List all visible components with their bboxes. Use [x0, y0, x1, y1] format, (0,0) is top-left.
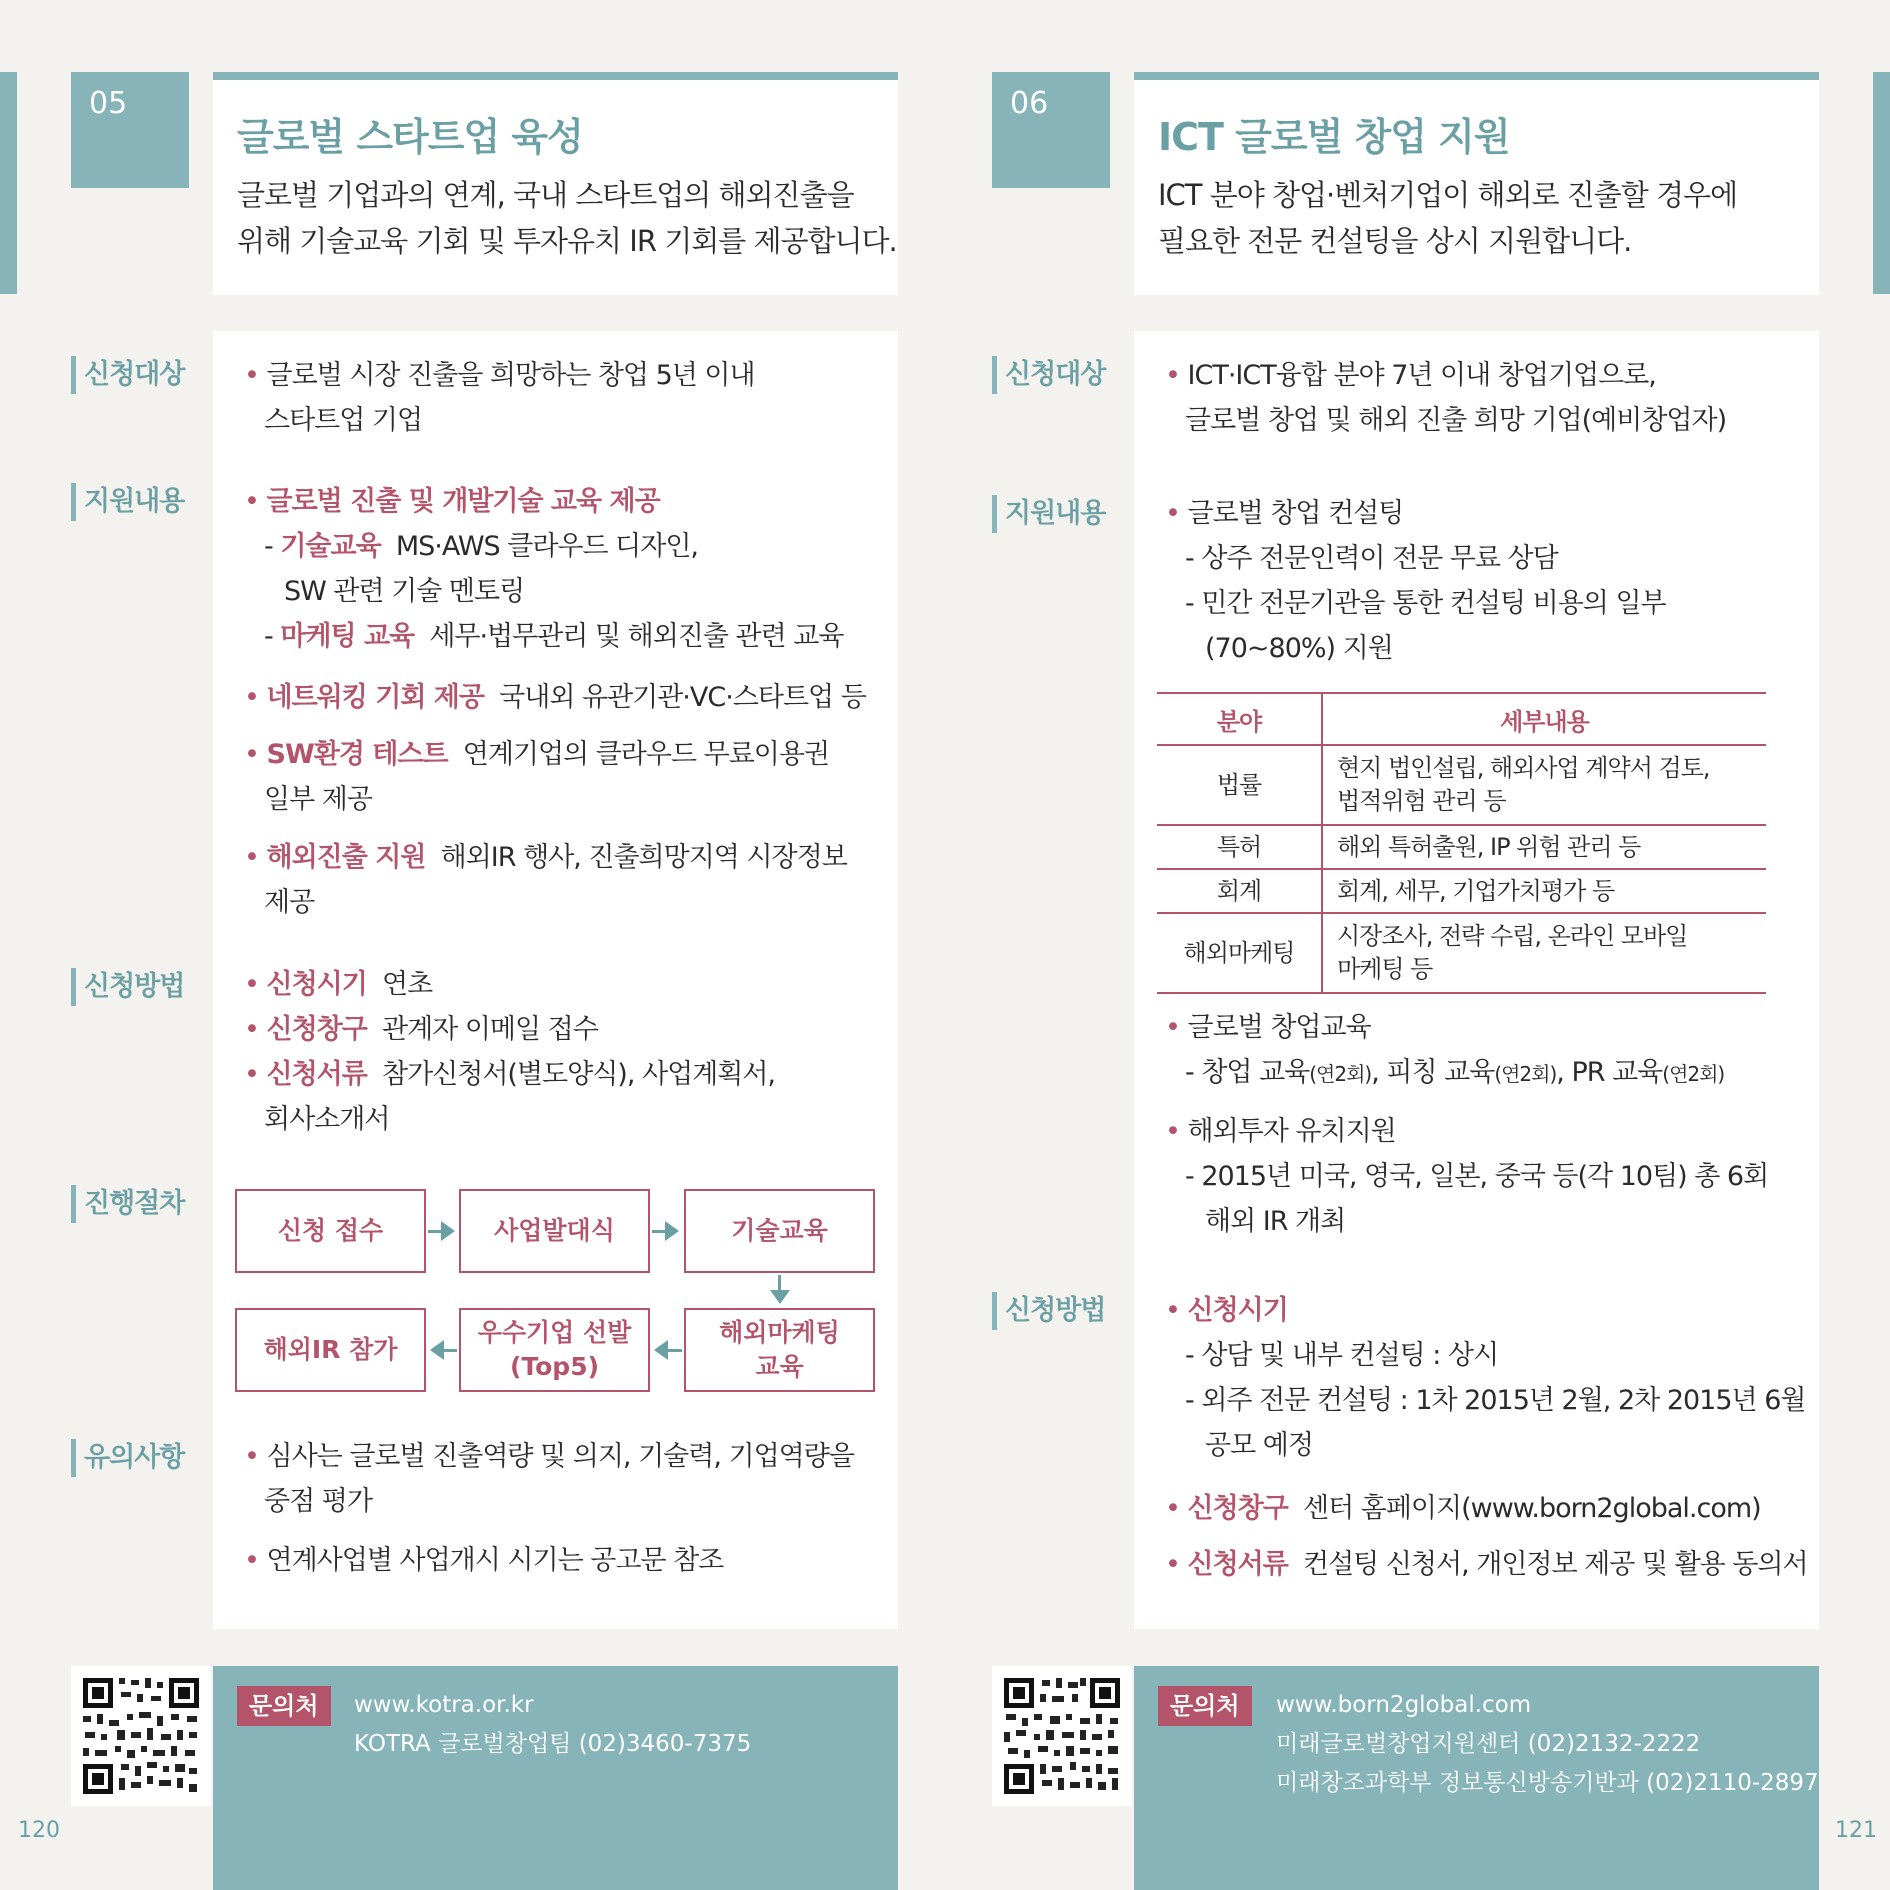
- notes-list-2: • 연계사업별 사업개시 시기는 공고문 참조: [244, 1545, 724, 1576]
- table-row: [1157, 913, 1766, 993]
- method-list: • 신청시기 연초 • 신청창구 관계자 이메일 접수 • 신청서류 참가신청서(별도양식), 사업계획서, 회사소개서: [244, 962, 775, 1142]
- support-value: 세무·법무관리 및 해외진출 관련 교육: [429, 621, 844, 652]
- target-line: ICT·ICT융합 분야 7년 이내 창업기업으로,: [1187, 360, 1656, 391]
- table-cell-detail: 회계, 세무, 기업가치평가 등: [1322, 869, 1766, 913]
- target-line: 글로벌 시장 진출을 희망하는 창업 5년 이내: [266, 360, 755, 391]
- target-line: 스타트업 기업: [264, 405, 423, 436]
- right-edge-tab: [1873, 72, 1890, 294]
- arrow-line: [652, 1230, 666, 1233]
- flow-step-1: [235, 1189, 426, 1273]
- support-note: (연2회): [1662, 1062, 1725, 1086]
- arrow-line: [667, 1349, 682, 1352]
- support-value: 연계기업의 클라우드 무료이용권: [462, 739, 830, 770]
- support-key: 마케팅 교육: [280, 621, 415, 652]
- note-line: 중점 평가: [264, 1486, 372, 1517]
- arrow-left-icon: [430, 1340, 444, 1360]
- contact-phone: 미래글로벌창업지원센터 (02)2132-2222: [1276, 1731, 1701, 1757]
- label-notes: 유의사항: [71, 1439, 184, 1477]
- support-key: 네트워킹 기회 제공: [266, 682, 484, 713]
- label-process: 진행절차: [71, 1185, 184, 1223]
- support-key: 해외진출 지원: [266, 842, 426, 873]
- support-list-2: • 네트워킹 기회 제공 국내외 유관기관·VC·스타트업 등: [244, 682, 866, 713]
- table-cell-detail: [1322, 745, 1766, 825]
- label-method: 신청방법: [71, 968, 184, 1006]
- support-item: , 피칭 교육: [1371, 1057, 1495, 1088]
- support-note: (연2회): [1494, 1062, 1557, 1086]
- contact-info: [1276, 1686, 1819, 1803]
- method-key: 신청서류: [266, 1059, 367, 1090]
- section-number: 05: [89, 86, 128, 121]
- qr-code[interactable]: [992, 1666, 1132, 1806]
- support-value: MS·AWS 클라우드 디자인,: [395, 531, 698, 562]
- method-value: 센터 홈페이지(www.born2global.com): [1303, 1493, 1761, 1524]
- page-number: 121: [1835, 1818, 1877, 1843]
- target-line: 글로벌 창업 및 해외 진출 희망 기업(예비창업자): [1185, 405, 1727, 436]
- arrow-line: [778, 1275, 781, 1291]
- table-header-row: [1157, 693, 1766, 745]
- arrow-down-icon: [770, 1290, 790, 1304]
- support-list: • 글로벌 창업 컨설팅 - 상주 전문인력이 전문 무료 상담 - 민간 전문기관을 통한 컨설팅 비용의 일부 (70~80%) 지원: [1165, 491, 1666, 671]
- method-value: 연초: [382, 969, 433, 1000]
- contact-website[interactable]: www.born2global.com: [1276, 1692, 1532, 1718]
- flow-step-2: [459, 1189, 650, 1273]
- table-header: 분야: [1157, 693, 1322, 745]
- detail-line: 법적위험 관리 등: [1337, 787, 1506, 815]
- contact-phone: 미래창조과학부 정보통신방송기반과 (02)2110-2897: [1276, 1770, 1819, 1796]
- support-note: (연2회): [1309, 1062, 1372, 1086]
- support-list: • 글로벌 진출 및 개발기술 교육 제공 - 기술교육 MS·AWS 클라우드 디자인, SW 관련 기술 멘토링 - 마케팅 교육 세무·법무관리 및 해외진출 관련 교육: [244, 486, 844, 652]
- support-item: - 민간 전문기관을 통한 컨설팅 비용의 일부: [1185, 588, 1666, 619]
- qr-code[interactable]: [71, 1666, 211, 1806]
- flow-step-6: [235, 1308, 426, 1392]
- target-text: • 글로벌 시장 진출을 희망하는 창업 5년 이내 스타트업 기업: [244, 353, 755, 443]
- method-key: 신청시기: [266, 969, 367, 1000]
- method-list-2: • 신청창구 센터 홈페이지(www.born2global.com): [1165, 1493, 1761, 1524]
- support-list-3: • SW환경 테스트 연계기업의 클라우드 무료이용권 일부 제공: [244, 732, 829, 822]
- table-cell-field: 특허: [1157, 825, 1322, 869]
- method-value: 관계자 이메일 접수: [382, 1014, 598, 1045]
- label-target: 신청대상: [992, 356, 1105, 394]
- table-header: 세부내용: [1322, 693, 1766, 745]
- table-cell-field: 회계: [1157, 869, 1322, 913]
- flow-step-label: 우수기업 선발: [477, 1318, 632, 1347]
- header-top-bar: [213, 72, 898, 80]
- left-edge-tab: [0, 72, 17, 294]
- arrow-left-icon: [654, 1340, 668, 1360]
- table-cell-field: 해외마케팅: [1157, 913, 1322, 993]
- arrow-line: [443, 1349, 457, 1352]
- flow-step-label: 해외마케팅: [719, 1318, 840, 1347]
- flow-step-label: 해외IR 참가: [263, 1335, 398, 1364]
- note-line: 연계사업별 사업개시 시기는 공고문 참조: [266, 1545, 724, 1576]
- section-number-box: [71, 72, 189, 188]
- method-value: 컨설팅 신청서, 개인정보 제공 및 활용 동의서: [1303, 1549, 1808, 1580]
- label-target: 신청대상: [71, 356, 184, 394]
- contact-info: [354, 1686, 751, 1764]
- support-value: 해외IR 행사, 진출희망지역 시장정보: [440, 842, 847, 873]
- notes-list: • 심사는 글로벌 진출역량 및 의지, 기술력, 기업역량을 중점 평가: [244, 1434, 854, 1524]
- flow-step-4: [684, 1308, 875, 1392]
- table-cell-detail: 해외 특허출원, IP 위험 관리 등: [1322, 825, 1766, 869]
- table-cell-field: 법률: [1157, 745, 1322, 825]
- intro-line: 글로벌 기업과의 연계, 국내 스타트업의 해외진출을: [237, 178, 854, 212]
- flow-step-3: [684, 1189, 875, 1273]
- section-title: ICT 글로벌 창업 지원: [1158, 115, 1510, 159]
- header-top-bar: [1134, 72, 1819, 80]
- detail-line: 마케팅 등: [1337, 955, 1433, 983]
- section-intro: [237, 172, 897, 264]
- note-line: 심사는 글로벌 진출역량 및 의지, 기술력, 기업역량을: [266, 1441, 854, 1472]
- support-heading: 글로벌 창업교육: [1187, 1012, 1371, 1043]
- method-key: 신청창구: [1187, 1493, 1288, 1524]
- support-key: SW환경 테스트: [266, 739, 448, 770]
- intro-line: ICT 분야 창업·벤처기업이 해외로 진출할 경우에: [1158, 178, 1738, 212]
- support-item: - 2015년 미국, 영국, 일본, 중국 등(각 10팀) 총 6회: [1185, 1161, 1769, 1192]
- support-item: , PR 교육: [1556, 1057, 1663, 1088]
- method-key: 신청시기: [1187, 1295, 1288, 1326]
- support-list-2: • 글로벌 창업교육 - 창업 교육(연2회), 피칭 교육(연2회), PR 교육(연2회): [1165, 1012, 1725, 1088]
- table-row: [1157, 825, 1766, 869]
- method-list-3: • 신청서류 컨설팅 신청서, 개인정보 제공 및 활용 동의서: [1165, 1549, 1808, 1580]
- section-title: 글로벌 스타트업 육성: [237, 115, 583, 159]
- contact-badge: 문의처: [1158, 1686, 1252, 1726]
- section-intro: [1158, 172, 1737, 264]
- method-value: 회사소개서: [264, 1104, 390, 1135]
- support-list-4: • 해외진출 지원 해외IR 행사, 진출희망지역 시장정보 제공: [244, 835, 847, 925]
- method-value: 참가신청서(별도양식), 사업계획서,: [382, 1059, 775, 1090]
- support-value: 제공: [264, 887, 315, 918]
- arrow-right-icon: [665, 1221, 679, 1241]
- table-row: [1157, 869, 1766, 913]
- flow-step-label: 기술교육: [731, 1216, 828, 1245]
- support-heading: 글로벌 진출 및 개발기술 교육 제공: [266, 486, 660, 517]
- arrow-line: [428, 1230, 442, 1233]
- flow-step-label: (Top5): [509, 1352, 600, 1381]
- section-number: 06: [1010, 86, 1049, 121]
- intro-line: 필요한 전문 컨설팅을 상시 지원합니다.: [1158, 224, 1632, 258]
- page-number: 120: [18, 1818, 60, 1843]
- support-key: 기술교육: [280, 531, 381, 562]
- method-item: - 상담 및 내부 컨설팅 : 상시: [1185, 1340, 1499, 1371]
- support-item: - 상주 전문인력이 전문 무료 상담: [1185, 543, 1558, 574]
- target-text: • ICT·ICT융합 분야 7년 이내 창업기업으로, 글로벌 창업 및 해외 진출 희망 기업(예비창업자): [1165, 353, 1726, 443]
- support-value: 국내외 유관기관·VC·스타트업 등: [499, 682, 866, 713]
- method-list: • 신청시기 - 상담 및 내부 컨설팅 : 상시 - 외주 전문 컨설팅 : 1차 2015년 2월, 2차 2015년 6월 공모 예정: [1165, 1288, 1805, 1468]
- table-cell-detail: [1322, 913, 1766, 993]
- table-row: [1157, 745, 1766, 825]
- flow-step-5: [459, 1308, 650, 1392]
- contact-website[interactable]: www.kotra.or.kr: [354, 1692, 534, 1718]
- label-method: 신청방법: [992, 1292, 1105, 1330]
- contact-phone: KOTRA 글로벌창업팀 (02)3460-7375: [354, 1731, 752, 1757]
- flow-step-label: 신청 접수: [277, 1216, 384, 1245]
- support-heading: 해외투자 유치지원: [1187, 1116, 1396, 1147]
- arrow-right-icon: [441, 1221, 455, 1241]
- support-item: 해외 IR 개최: [1205, 1206, 1346, 1237]
- label-support: 지원내용: [71, 483, 184, 521]
- support-item: (70~80%) 지원: [1205, 633, 1393, 664]
- consulting-table: [1157, 692, 1766, 994]
- flow-step-label: 교육: [755, 1352, 804, 1381]
- support-heading: 글로벌 창업 컨설팅: [1187, 498, 1404, 529]
- method-item: - 외주 전문 컨설팅 : 1차 2015년 2월, 2차 2015년 6월: [1185, 1385, 1806, 1416]
- contact-badge: 문의처: [237, 1686, 331, 1726]
- header-card: [1134, 80, 1819, 295]
- support-list-3: • 해외투자 유치지원 - 2015년 미국, 영국, 일본, 중국 등(각 10팀) 총 6회 해외 IR 개최: [1165, 1109, 1768, 1244]
- section-number-box: [992, 72, 1110, 188]
- method-key: 신청서류: [1187, 1549, 1288, 1580]
- header-card: [213, 80, 898, 295]
- method-item: 공모 예정: [1205, 1430, 1313, 1461]
- label-support: 지원내용: [992, 495, 1105, 533]
- flow-step-label: 사업발대식: [494, 1216, 615, 1245]
- intro-line: 위해 기술교육 기회 및 투자유치 IR 기회를 제공합니다.: [237, 224, 897, 258]
- detail-line: 현지 법인설립, 해외사업 계약서 검토,: [1337, 754, 1710, 782]
- method-key: 신청창구: [266, 1014, 367, 1045]
- detail-line: 시장조사, 전략 수립, 온라인 모바일: [1337, 922, 1688, 950]
- support-item: - 창업 교육: [1185, 1057, 1310, 1088]
- support-value: SW 관련 기술 멘토링: [284, 576, 525, 607]
- support-value: 일부 제공: [264, 784, 372, 815]
